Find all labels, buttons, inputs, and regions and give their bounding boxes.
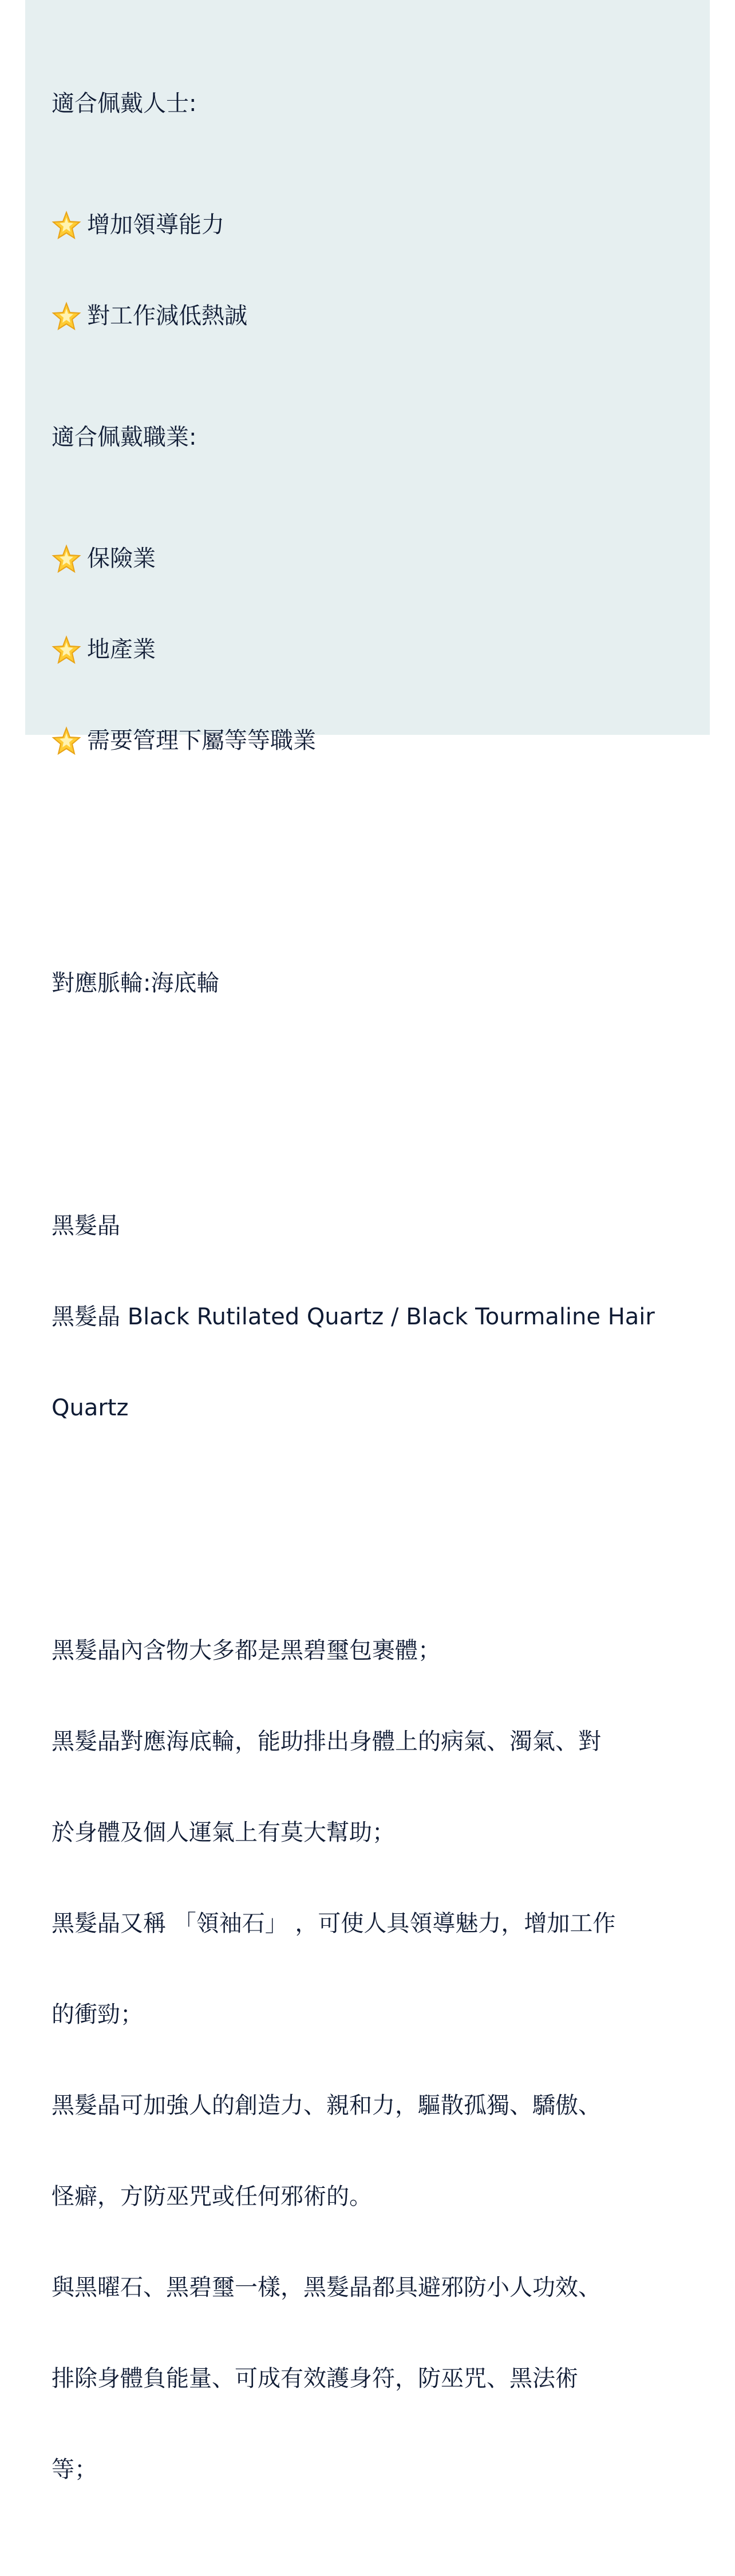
crystal-full-name-line2: Quartz — [52, 1395, 129, 1421]
description-line: 等； — [52, 2456, 97, 2483]
suitable-jobs-heading: 適合佩戴職業: — [52, 424, 197, 450]
chakra-line: 對應脈輪:海底輪 — [52, 970, 220, 996]
list-item — [52, 544, 693, 574]
list-item — [52, 301, 693, 331]
list-item — [52, 726, 693, 756]
description-line: 黑髮晶對應海底輪，能助排出身體上的病氣、濁氣、對 — [52, 1728, 601, 1755]
crystal-full-name-line1: 黑髮晶 Black Rutilated Quartz / Black Tourmaline Hair — [52, 1304, 655, 1330]
message-bubble — [25, 0, 710, 2483]
message-text — [52, 0, 693, 2576]
description-line: 黑髮晶又稱 「領袖石」 ，可使人具領導魅力，增加工作 — [52, 1910, 616, 1937]
glowing-star-icon — [52, 211, 81, 240]
list-item — [52, 635, 693, 665]
description-line: 黑髮晶內含物大多都是黑碧璽包裹體； — [52, 1637, 441, 1664]
list-item — [52, 210, 693, 240]
spacer — [52, 847, 693, 877]
list-item-label: 地產業 — [87, 636, 156, 663]
glowing-star-icon — [52, 635, 81, 665]
list-item-label: 對工作減低熱誠 — [87, 303, 247, 329]
list-item-label: 需要管理下屬等等職業 — [87, 727, 316, 754]
suitable-people-heading: 適合佩戴人士: — [52, 90, 197, 117]
glowing-star-icon — [52, 544, 81, 574]
description-line: 排除身體負能量、可成有效護身符，防巫咒、黑法術 — [52, 2365, 578, 2392]
description-line: 黑髮晶可加強人的創造力、親和力，驅散孤獨、驕傲、 — [52, 2092, 601, 2119]
glowing-star-icon — [52, 726, 81, 756]
description-line: 與黑曜石、黑碧璽一樣，黑髮晶都具避邪防小人功效、 — [52, 2274, 601, 2301]
spacer — [52, 1090, 693, 1120]
crystal-name: 黑髮晶 — [52, 1213, 120, 1239]
spacer — [52, 1514, 693, 1545]
description-line: 怪癖，方防巫咒或任何邪術的。 — [52, 2183, 372, 2210]
glowing-star-icon — [52, 302, 81, 331]
list-item-label: 增加領導能力 — [87, 212, 224, 238]
list-item-label: 保險業 — [87, 545, 156, 572]
description-line: 於身體及個人運氣上有莫大幫助； — [52, 1819, 395, 1846]
description-line: 的衝勁； — [52, 2001, 143, 2028]
